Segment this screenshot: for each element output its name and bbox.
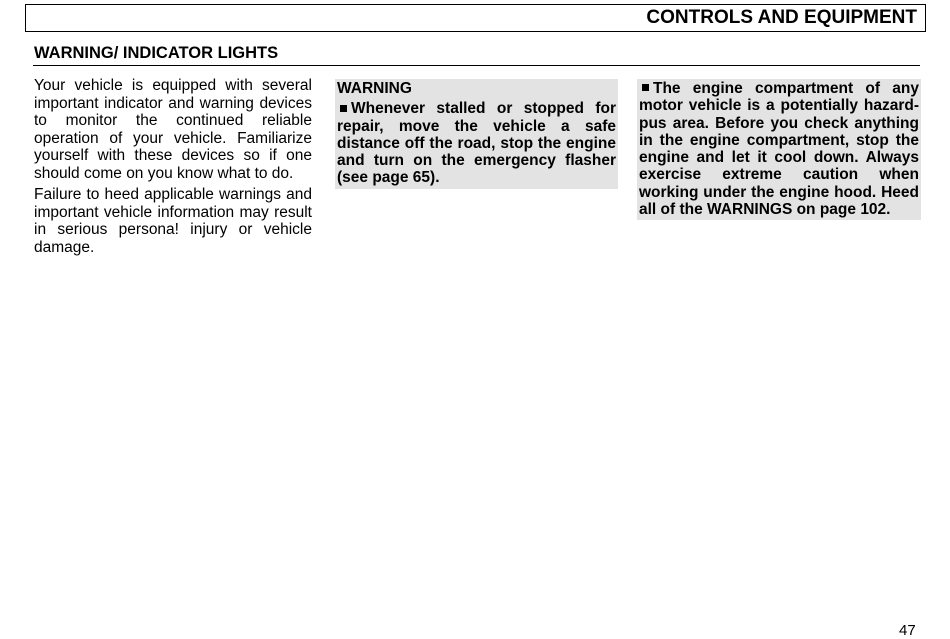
intro-paragraph-1: Your vehicle is equipped with several important indicator and warning devices to monitor the continued reliable operation of your vehicle. Familiarize yourself with these devices so if one should come on you know what to do.	[34, 77, 312, 182]
square-bullet-icon	[642, 84, 649, 91]
warning-text-stalled: Whenever stalled or stopped for repair, move the vehicle a safe distance off the road, stop the engine and turn on the emergency flasher (see page 65).	[337, 100, 616, 187]
warning-box-engine-compartment	[637, 79, 921, 220]
intro-paragraph-2: Failure to heed applicable warnings and important vehicle information may result in serious persona! injury or vehicle damage.	[34, 186, 312, 256]
intro-column	[34, 77, 312, 260]
square-bullet-icon	[340, 105, 347, 112]
page-header-title: CONTROLS AND EQUIPMENT	[646, 7, 917, 28]
warning-text-engine: The engine compartment of any motor vehicle is a potentially hazard-pus area. Before you check anything in the engine compartment, stop the engine and let it cool down. Always exercise extreme caution when working under the engine hood. Heed all of the WARNINGS on page 102.	[639, 80, 919, 219]
warning-heading: WARNING	[337, 80, 412, 97]
page-number: 47	[899, 622, 916, 639]
section-title: WARNING/ INDICATOR LIGHTS	[34, 44, 279, 62]
section-divider	[33, 65, 920, 66]
header-box	[25, 4, 926, 32]
warning-box-stalled	[335, 79, 618, 189]
